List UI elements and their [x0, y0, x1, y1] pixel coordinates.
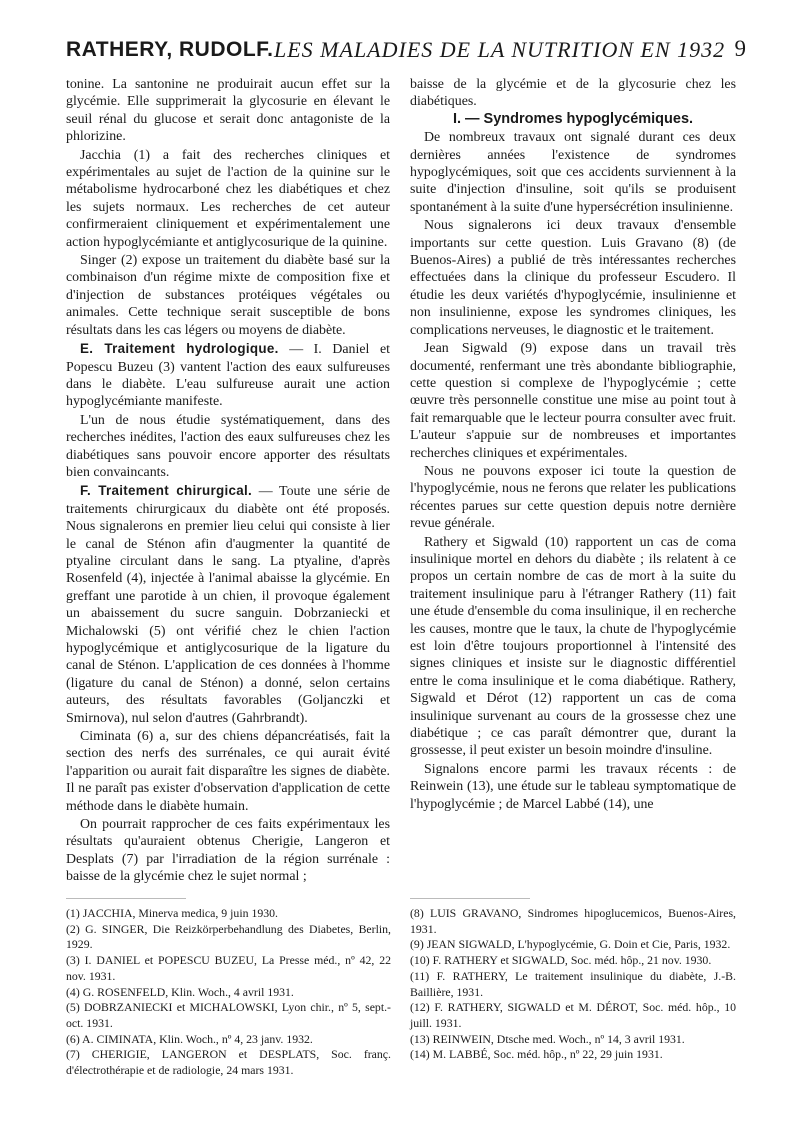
- paragraph: Rathery et Sigwald (10) rapportent un cas de coma insulinique mortel en dehors du diabète ; ils relatent à ce propos un certain nombre de cas de mort à la suite du traitement insulinique paru à l'étranger Rathery (11) fait une étude d'ensemble du coma insulinique, il en recherche les causes, montre que le taux, la chute de l'hypoglycémie est loin d'être toujours proportionnel à l'intensité des signes cliniques et insiste sur le diagnostic différentiel entre le coma insulinique et le coma diabétique. Rathery, Sigwald et Dérot (12) rapportent un cas de coma insulinique survenant au cours de la grossesse chez une diabétique ; ce cas paraît démontrer que, durant la grossesse, il peut exister un besoin moindre d'insuline.: [410, 534, 736, 759]
- subsection-heading: E. Traitement hydrologique.: [80, 341, 279, 357]
- footnote: (3) I. DANIEL et POPESCU BUZEU, La Presse méd., nº 42, 22 nov. 1931.: [66, 953, 391, 983]
- footnote: (13) REINWEIN, Dtsche med. Woch., nº 14, 3 avril 1931.: [410, 1031, 685, 1046]
- footnotes-left: [66, 906, 391, 1079]
- footnote: (2) G. SINGER, Die Reizkörperbehandlung des Diabetes, Berlin, 1929.: [66, 921, 391, 952]
- paragraph: baisse de la glycémie et de la glycosurie chez les diabétiques.: [410, 77, 736, 110]
- left-column: [66, 76, 390, 886]
- paragraph: Jean Sigwald (9) expose dans un travail très documenté, renfermant une très abondante bibliographie, cette question si complexe de l'hypoglycémie ; cette œuvre très personnelle constitue une mise au point tout à fait remarquable que le lecteur pourra consulter avec fruit. L'auteur s'appuie sur de nombreuses et importantes recherches cliniques et expérimentales.: [410, 341, 736, 461]
- paragraph: Jacchia (1) a fait des recherches cliniques et expérimentales au sujet de l'action de la quinine sur le métabolisme hydrocarboné chez les diabétiques et chez les sujets normaux. Les recherches de cet auteur confirmeraient cliniquement et expérimentalement une action hypoglycémiante et antiglycosurique de la quinine.: [66, 147, 390, 250]
- footnote: (6) A. CIMINATA, Klin. Woch., nº 4, 23 janv. 1932.: [66, 1031, 313, 1046]
- footnote: (7) CHERIGIE, LANGERON et DESPLATS, Soc. franç. d'électrothérapie et de radiologie, 24 mars 1931.: [66, 1047, 391, 1078]
- subsection-heading: F. Traitement chirurgical.: [80, 483, 253, 499]
- paragraph: On pourrait rapprocher de ces faits expérimentaux les résultats qu'auraient obtenus Cherigie, Langeron et Desplats (7) par l'irradiation de la région surrénale : baisse de la glycémie chez le sujet normal ;: [66, 817, 390, 885]
- header-title: LES MALADIES DE LA NUTRITION EN 1932: [274, 37, 726, 62]
- footnote: (11) F. RATHERY, Le traitement insulinique du diabète, J.-B. Baillière, 1931.: [410, 968, 736, 999]
- paragraph: L'un de nous étudie systématiquement, dans des recherches inédites, l'action des eaux sulfureuses chez les diabétiques sans pouvoir encore apporter des résultats bien convaincants.: [66, 412, 390, 480]
- paragraph: Signalons encore parmi les travaux récents : de Reinwein (13), une étude sur le tableau symptomatique de l'hypoglycémie ; de Marcel Labbé (14), une: [410, 761, 736, 812]
- right-column: [410, 76, 736, 813]
- paragraph-text: — I. Daniel et Popescu Buzeu (3) vantent l'action des eaux sulfureuses dans le diabète. L'eau sulfureuse aurait une action hypoglycémiante manifeste.: [66, 342, 390, 410]
- footnotes-right: [410, 906, 736, 1063]
- footnote: (9) JEAN SIGWALD, L'hypoglycémie, G. Doin et Cie, Paris, 1932.: [410, 937, 731, 952]
- footnote: (12) F. RATHERY, SIGWALD et M. DÉROT, Soc. méd. hôp., 10 juill. 1931.: [410, 1000, 736, 1030]
- footnote: (4) G. ROSENFELD, Klin. Woch., 4 avril 1931.: [66, 984, 294, 999]
- paragraph: tonine. La santonine ne produirait aucun effet sur la glycémie. Elle supprimerait la glycosurie en élevant le seuil rénal du glucose et serait donc antagoniste de la phlorizine.: [66, 77, 390, 145]
- paragraph: Singer (2) expose un traitement du diabète basé sur la combinaison d'un régime mixte de composition fixe et d'injection de substances protéiques végétales ou animales. Cette technique serait susceptible de bons résultats dans les cas légers ou moyens de diabète.: [66, 253, 390, 338]
- paragraph: [66, 340, 390, 411]
- footnote: (1) JACCHIA, Minerva medica, 9 juin 1930.: [66, 906, 278, 920]
- footnote-divider: [410, 898, 530, 899]
- paragraph: Nous ne pouvons exposer ici toute la question de l'hypoglycémie, nous ne ferons que relater les publications récentes parues sur cette question depuis notre dernière revue générale.: [410, 463, 736, 532]
- paragraph: [66, 482, 390, 727]
- section-heading: I. — Syndromes hypoglycémiques.: [452, 110, 694, 127]
- footnote: (5) DOBRZANIECKI et MICHALOWSKI, Lyon chir., nº 5, sept.-oct. 1931.: [66, 1000, 391, 1030]
- paragraph: Ciminata (6) a, sur des chiens dépancréatisés, fait la section des nerfs des surrénales, ce qui aurait évité l'apparition ou aurait fait disparaître les signes de diabète. Il ne paraît pas exister d'observation d'application de cette méthode dans le diabète humain.: [66, 729, 390, 814]
- header-author: RATHERY, RUDOLF.: [66, 38, 274, 61]
- footnote-divider: [66, 898, 186, 899]
- paragraph-text: — Toute une série de traitements chirurgicaux du diabète ont été proposés. Nous signalerons en premier lieu celui qui consiste à lier le canal de Sténon afin d'augmenter la quantité de ptyaline circulant dans le sang. La ptyaline, d'après Rosenfeld (4), injectée à l'animal abaisse la glycémie. En greffant une parotide à un chien, il provoque également un abaissement du sucre sanguin. Dobrzaniecki et Michalowski (5) ont vérifié chez le chien l'action hypoglycémique et antiglycosurique de la ligature du canal de Sténon. L'application de ces données à l'homme (ligature du canal de Sténon) a donné, selon certains auteurs, des résultats favorables (Goljanczki et Smirnova), nul selon d'autres (Gahrbrandt).: [66, 484, 390, 726]
- paragraph: De nombreux travaux ont signalé durant ces deux dernières années l'existence de syndromes hypoglycémiques, soit que ces accidents surviennent à la suite d'injection d'insuline, soit qu'ils se produisent spontanément à la suite d'une hypersécrétion insulinienne.: [410, 130, 736, 215]
- paragraph: Nous signalerons ici deux travaux d'ensemble importants sur cette question. Luis Gravano (8) (de Buenos-Aires) a publié de très intéressantes recherches effectuées dans la clinique du professeur Escudero. Il étudie les deux variétés d'hypoglycémie, insulinienne et non insulinienne, expose les syndromes cliniques, les complications nerveuses, le diagnostic et le traitement.: [410, 218, 736, 338]
- footnote: (10) F. RATHERY et SIGWALD, Soc. méd. hôp., 21 nov. 1930.: [410, 953, 712, 968]
- running-header: [66, 38, 746, 72]
- page-number: 9: [734, 36, 746, 61]
- footnote: (8) LUIS GRAVANO, Sindromes hipoglucemicos, Buenos-Aires, 1931.: [410, 906, 736, 936]
- footnote: (14) M. LABBÉ, Soc. méd. hôp., nº 22, 29 juin 1931.: [410, 1047, 663, 1062]
